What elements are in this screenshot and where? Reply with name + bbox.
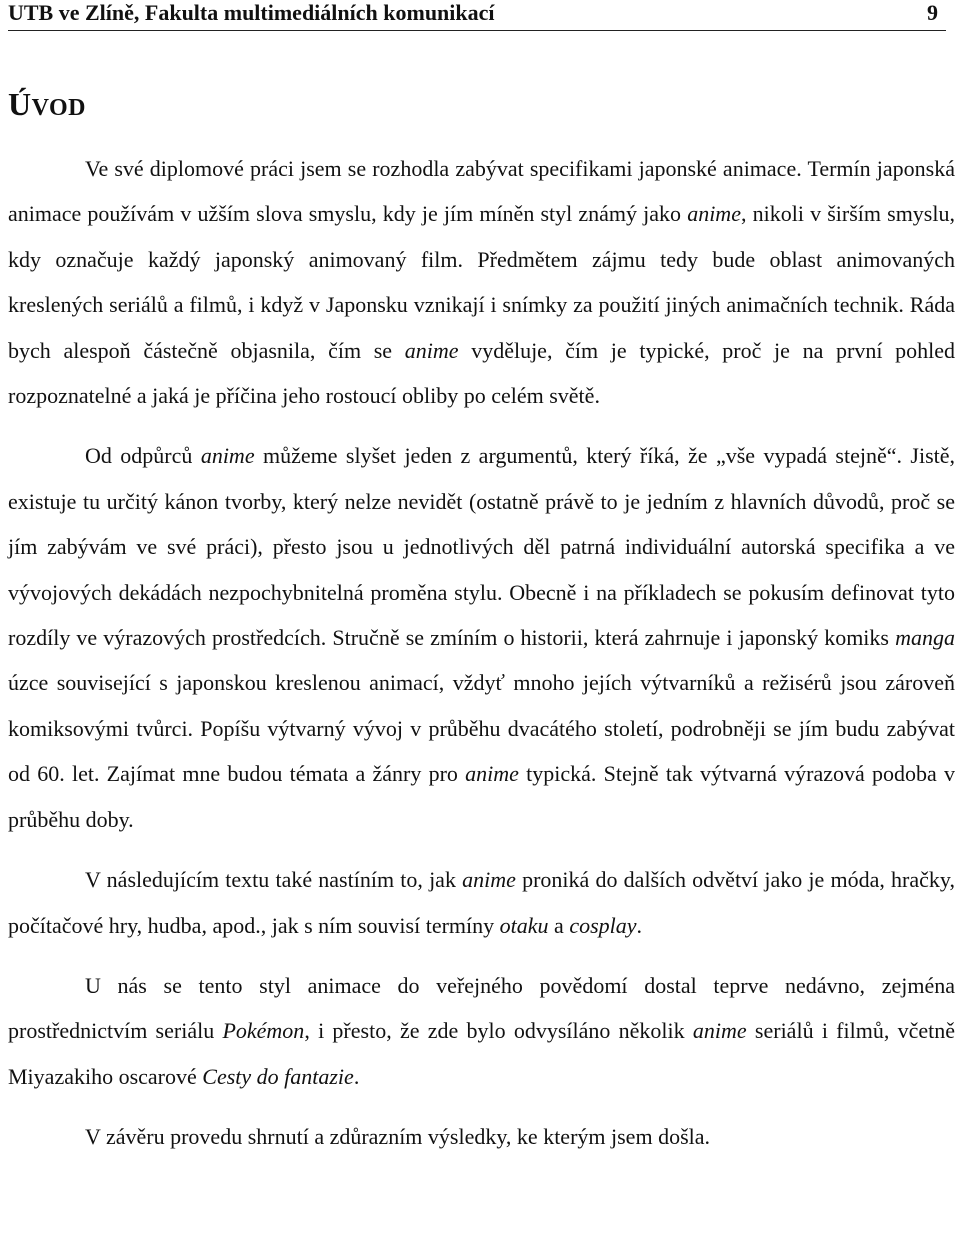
italic-term: Pokémon	[222, 1018, 305, 1044]
paragraph	[8, 433, 955, 842]
italic-term: anime	[465, 761, 519, 787]
text-run: úzce související s japonskou kreslenou animací, vždyť mnoho jejích výtvarníků a režisérů jsou zároveň komiksovými tvůrci. Popíšu výtvarný vývoj v průběhu dvacátého století, podrobněji se jím budu zabývat od 60. let. Zajímat mne budou témata a žánry pro	[8, 670, 955, 787]
text-run: proniká do dalších odvětví jako je móda, hračky, počítačové hry, hudba, apod., jak s ním souvisí termíny	[8, 867, 955, 938]
chapter-heading	[8, 84, 86, 128]
paragraph	[8, 1114, 955, 1159]
page-number: 9	[927, 0, 938, 25]
text-run: V závěru provedu shrnutí a zdůrazním výsledky, ke kterým jsem došla.	[85, 1124, 711, 1150]
paragraph	[8, 963, 955, 1099]
italic-term: manga	[895, 625, 955, 651]
text-run: .	[353, 1063, 360, 1089]
chapter-heading-rest: VOD	[31, 95, 86, 121]
text-run: můžeme slyšet jeden z argumentů, který říká, že „vše vypadá stejně“. Jistě, existuje tu určitý kánon tvorby, který nelze nevidět (ostatně právě to je jedním z hlavních důvodů, proč se jím zabývám ve své práci), přesto jsou u jednotlivých děl patrná individuální autorská specifika a ve vývojových dekádách nezpochybnitelná proměna stylu. Obecně i na příkladech se pokusím definovat tyto rozdíly ve výrazových prostředcích. Stručně se zmíním o historii, která zahrnuje i japonský komiks	[8, 443, 956, 651]
paragraph	[8, 857, 955, 948]
italic-term: cosplay	[569, 912, 637, 938]
italic-term: anime	[200, 443, 255, 469]
text-run: , nikoli v širším smyslu, kdy označuje každý japonský animovaný film. Předmětem zájmu tedy bude oblast animovaných kreslených seriálů a filmů, i když v Japonsku vznikají i snímky za použití jiných animačních technik. Ráda bych alespoň částečně objasnila, čím se	[8, 201, 955, 363]
chapter-heading-initial: Ú	[8, 86, 32, 122]
text-run: Ve své diplomové práci jsem se rozhodla zabývat specifikami japonské animace. Termín japonská animace používám v užším slova smyslu, kdy je jím míněn styl známý jako	[8, 156, 955, 227]
text-run: Od odpůrců	[85, 443, 201, 469]
header-title: UTB ve Zlíně, Fakulta multimediálních komunikací	[8, 0, 495, 25]
text-run: typická. Stejně tak výtvarná výrazová podoba v průběhu doby.	[8, 761, 955, 832]
italic-term: Cesty do fantazie	[202, 1063, 354, 1089]
paragraph	[8, 146, 955, 418]
text-run: V následujícím textu také nastíním to, jak	[85, 867, 463, 893]
text-run: , i přesto, že zde bylo odvysíláno několik	[304, 1018, 693, 1044]
running-header	[8, 0, 946, 31]
italic-term: otaku	[499, 912, 549, 938]
text-run: vyděluje, čím je typické, proč je na první pohled rozpoznatelné a jaká je příčina jeho rostoucí obliby po celém světě.	[8, 337, 955, 409]
text-run: .	[636, 912, 643, 938]
italic-term: anime	[404, 337, 459, 363]
italic-term: anime	[687, 201, 741, 227]
body-text	[8, 146, 955, 1160]
text-run: U nás se tento styl animace do veřejného povědomí dostal teprve nedávno, zejména prostřednictvím seriálu	[8, 972, 955, 1044]
text-run: a	[548, 912, 570, 938]
italic-term: anime	[462, 867, 516, 893]
italic-term: anime	[692, 1018, 747, 1044]
text-run: seriálů i filmů, včetně Miyazakiho oscarové	[8, 1018, 955, 1089]
